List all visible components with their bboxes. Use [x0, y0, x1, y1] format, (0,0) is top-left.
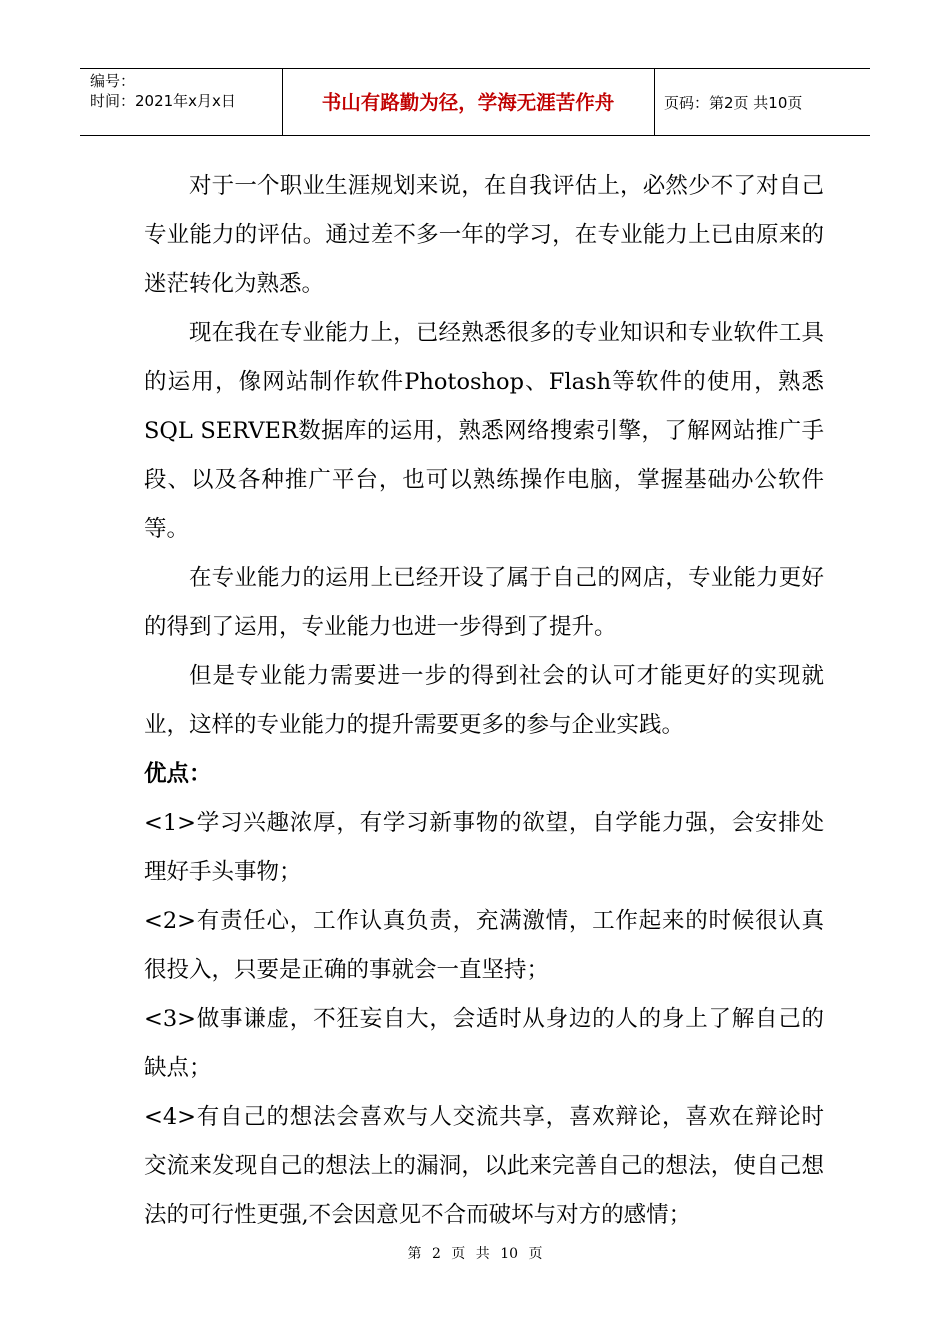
document-body: [144, 162, 824, 1240]
advantages-heading: 优点：: [144, 761, 212, 787]
header-page-info: 页码：第2页 共10页: [664, 94, 803, 112]
header-motto: 书山有路勤为径，学海无涯苦作舟: [321, 91, 615, 114]
advantage-item: <4>有自己的想法会喜欢与人交流共享，喜欢辩论，喜欢在辩论时交流来发现自己的想法上的漏洞，以此来完善自己的想法，使自己想法的可行性更强,不会因意见不合而破坏与对方的感情；: [144, 1104, 824, 1228]
body-paragraph: 对于一个职业生涯规划来说，在自我评估上，必然少不了对自己专业能力的评估。通过差不多一年的学习，在专业能力上已由原来的迷茫转化为熟悉。: [144, 173, 824, 297]
header-meta: [90, 71, 236, 111]
header-divider: [654, 69, 655, 135]
body-paragraph: 现在我在专业能力上，已经熟悉很多的专业知识和专业软件工具的运用，像网站制作软件Photoshop、Flash等软件的使用，熟悉SQL SERVER数据库的运用，熟悉网络搜索引擎，了解网站推广手段、以及各种推广平台，也可以熟练操作电脑，掌握基础办公软件等。: [144, 320, 824, 542]
page-header: [80, 68, 870, 136]
advantage-item: <2>有责任心，工作认真负责，充满激情，工作起来的时候很认真很投入，只要是正确的事就会一直坚持；: [144, 908, 824, 983]
page-footer: 第 2 页 共 10 页: [407, 1246, 543, 1262]
document-time-label: 时间：2021年x月x日: [90, 92, 236, 110]
body-paragraph: 但是专业能力需要进一步的得到社会的认可才能更好的实现就业，这样的专业能力的提升需要更多的参与企业实践。: [144, 663, 824, 738]
advantage-item: <3>做事谦虚，不狂妄自大，会适时从身边的人的身上了解自己的缺点；: [144, 1006, 824, 1081]
body-paragraph: 在专业能力的运用上已经开设了属于自己的网店，专业能力更好的得到了运用，专业能力也进一步得到了提升。: [144, 565, 824, 640]
document-number-label: 编号：: [90, 72, 136, 90]
advantage-item: <1>学习兴趣浓厚，有学习新事物的欲望，自学能力强，会安排处理好手头事物；: [144, 810, 824, 885]
